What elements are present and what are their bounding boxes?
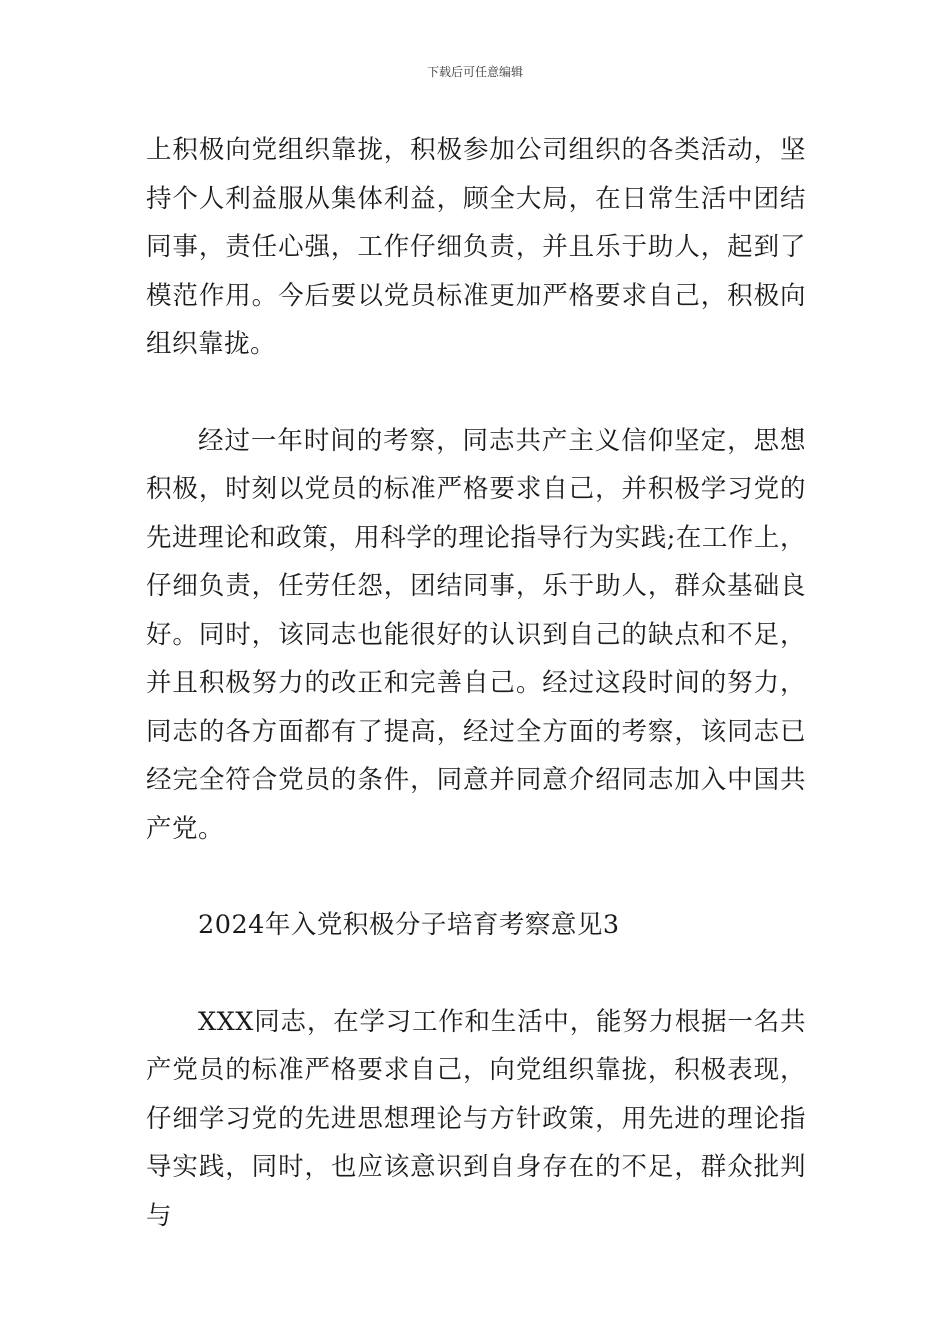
paragraph-assessment-3: XXX同志，在学习工作和生活中，能努力根据一名共产党员的标准严格要求自己，向党组织靠拢，积极表现，仔细学习党的先进思想理论与方针政策，用先进的理论指导实践，同时，也应该意识到自身存在的不足，群众批判与 <box>146 1006 806 1231</box>
page-header: 下载后可任意编辑 <box>426 65 523 79</box>
section-heading: 2024年入党积极分子培育考察意见3 <box>198 910 620 940</box>
paragraph-continuation: 上积极向党组织靠拢，积极参加公司组织的各类活动，坚持个人利益服从集体利益，顾全大局，在日常生活中团结同事，责任心强，工作仔细负责，并且乐于助人，起到了模范作用。今后要以党员标准更加严格要求自己，积极向组织靠拢。 <box>146 135 806 359</box>
paragraph-assessment: 经过一年时间的考察，同志共产主义信仰坚定，思想积极，时刻以党员的标准严格要求自己，并积极学习党的先进理论和政策，用科学的理论指导行为实践;在工作上，仔细负责，任劳任怨，团结同事，乐于助人，群众基础良好。同时，该同志也能很好的认识到自己的缺点和不足，并且积极努力的改正和完善自己。经过这段时间的努力，同志的各方面都有了提高，经过全方面的考察，该同志已经完全符合党员的条件，同意并同意介绍同志加入中国共产党。 <box>146 425 806 844</box>
document-body <box>146 126 806 1240</box>
